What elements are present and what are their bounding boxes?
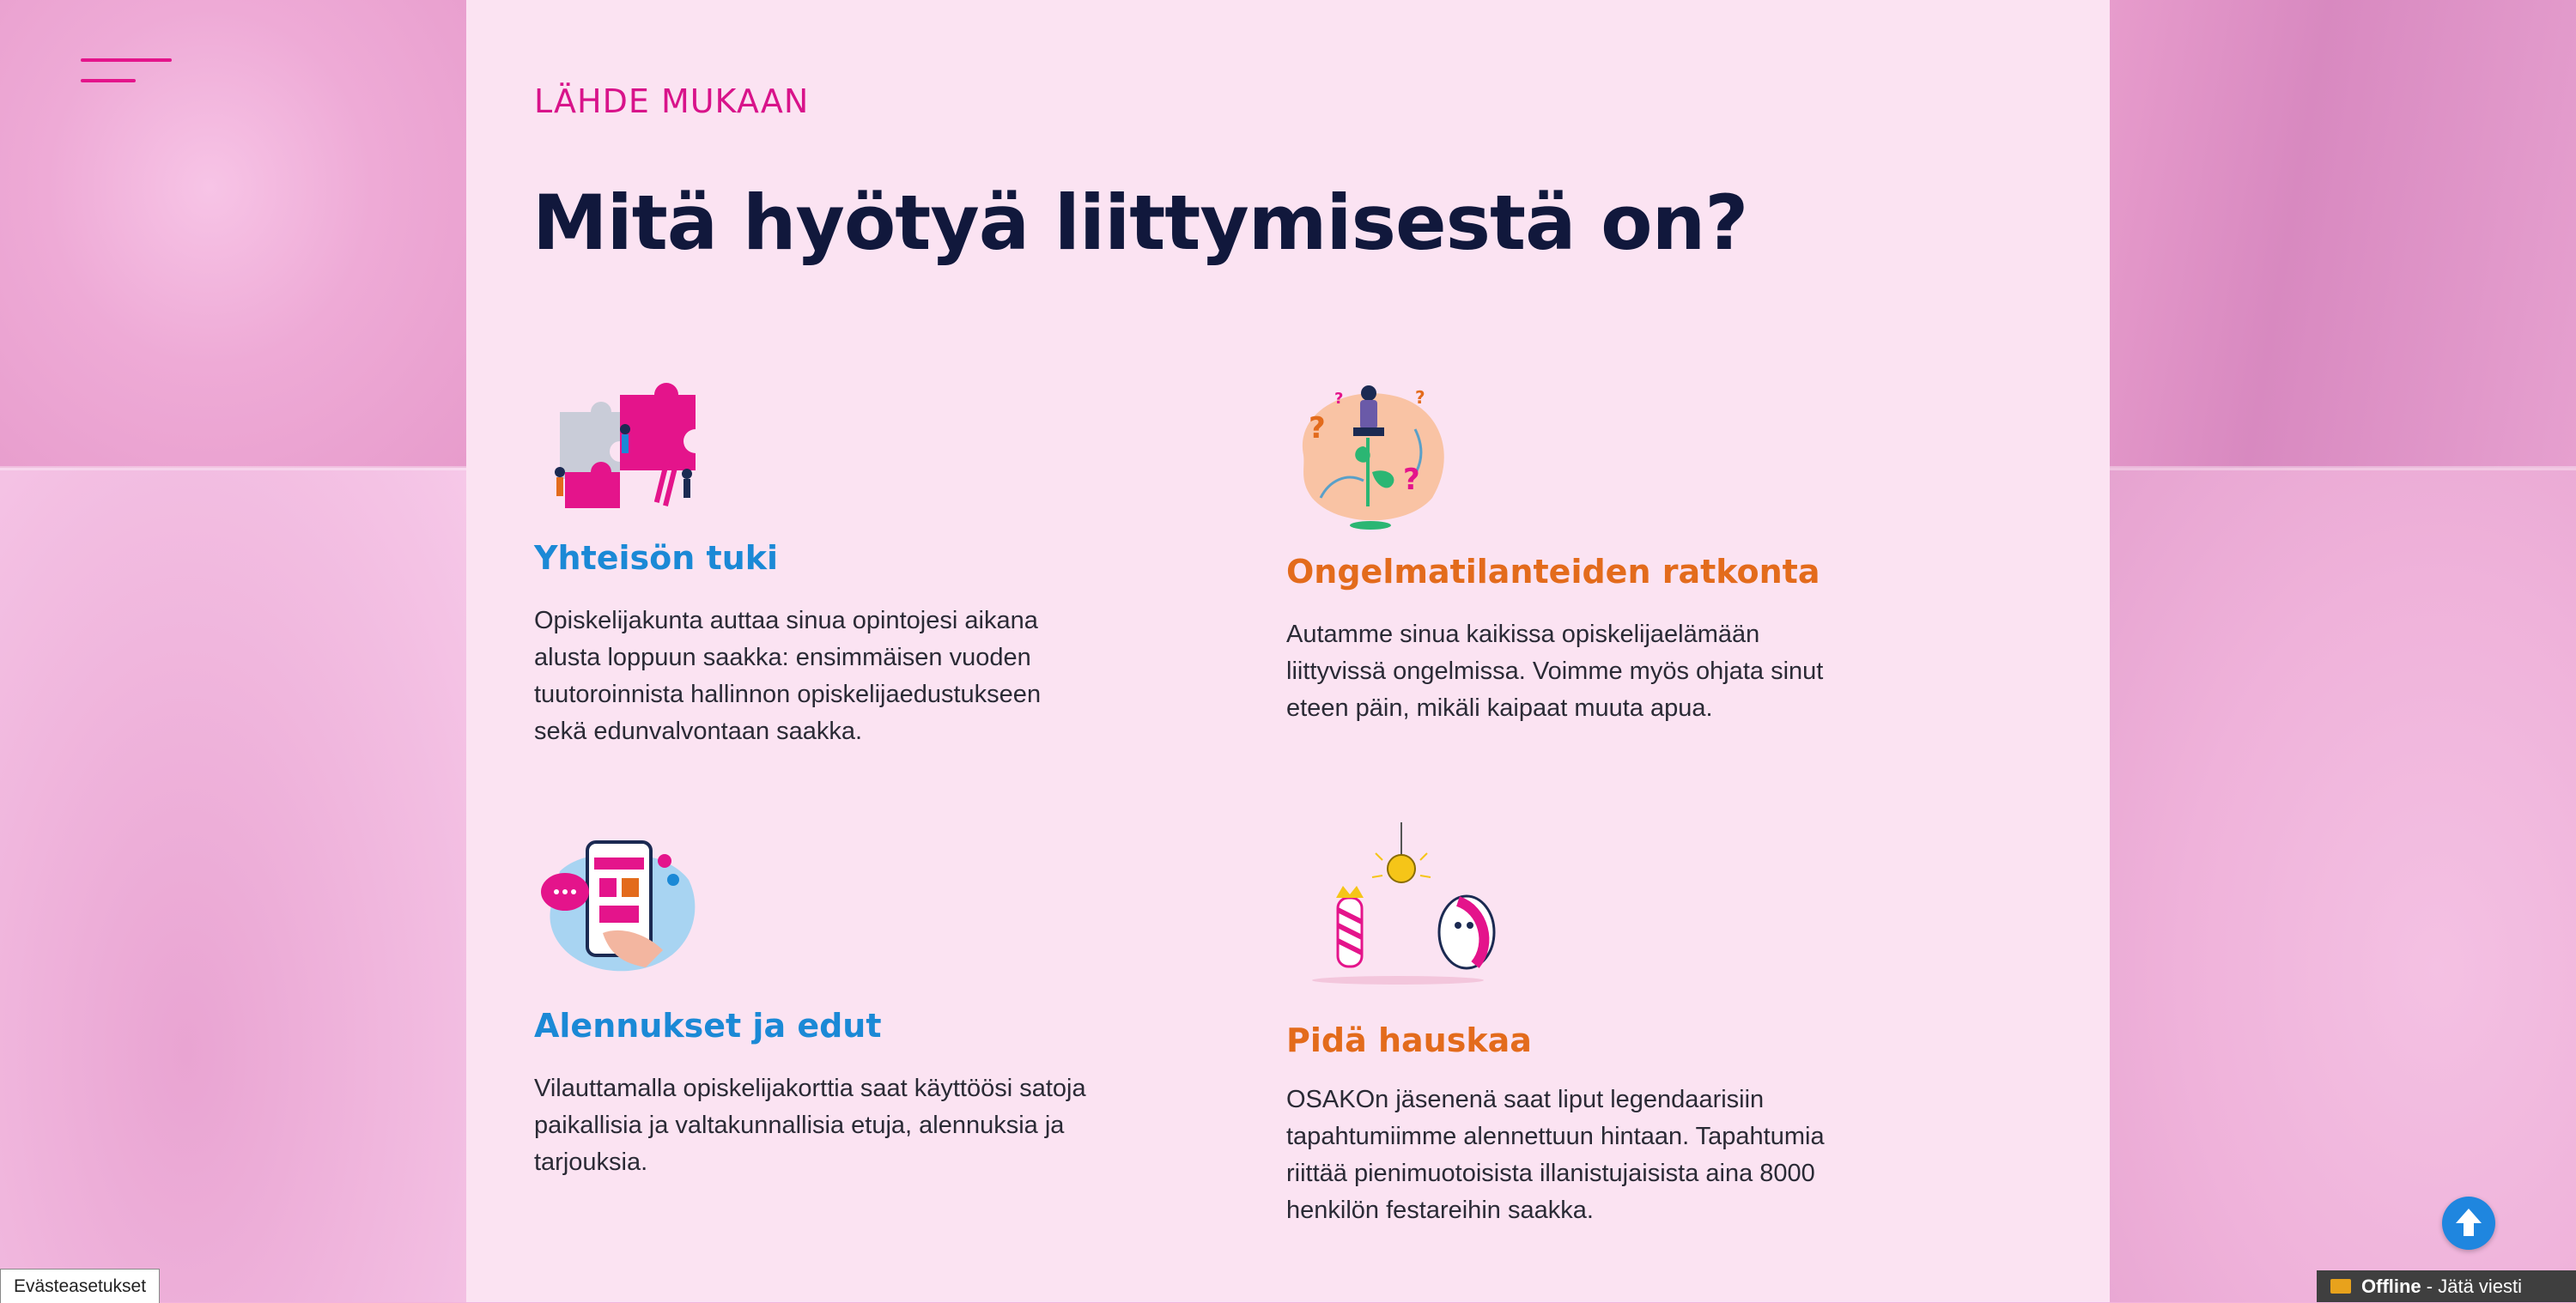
svg-text:?: ? <box>1415 387 1425 408</box>
cookie-settings-button[interactable]: Evästeasetukset <box>0 1269 160 1303</box>
chat-separator: - <box>2421 1276 2439 1297</box>
menu-line <box>81 58 172 62</box>
card-text: Autamme sinua kaikissa opiskelijaelämään liittyvissä ongelmissa. Voimme myös ohjata sinut eteen päin, mikäli kaipaat muuta apua. <box>1286 621 1824 722</box>
background-photo-top-right <box>2110 0 2576 468</box>
party-characters-illustration <box>1286 815 1527 987</box>
benefit-card-problem-solving <box>1286 378 1887 755</box>
chat-action: Jätä viesti <box>2438 1276 2523 1297</box>
chat-status: Offline <box>2361 1276 2421 1297</box>
benefit-card-fun <box>1286 815 1887 1227</box>
card-title: Alennukset ja edut <box>534 1007 882 1045</box>
menu-line <box>81 79 136 82</box>
question-marks-person-illustration <box>1286 378 1455 532</box>
background-photo-bottom-right <box>2110 468 2576 1302</box>
svg-text:?: ? <box>1309 411 1326 445</box>
card-title: Yhteisön tuki <box>534 539 779 577</box>
chat-label <box>2361 1270 2522 1302</box>
mobile-shop-illustration <box>534 837 702 974</box>
scroll-to-top-button[interactable] <box>2442 1197 2495 1250</box>
envelope-icon <box>2330 1279 2351 1294</box>
card-title: Pidä hauskaa <box>1286 1021 1532 1059</box>
svg-text:?: ? <box>1334 390 1344 408</box>
background-photo-top-left <box>0 0 466 468</box>
section-title: Mitä hyötyä liittymisestä on? <box>532 179 1748 267</box>
background-divider <box>2110 466 2576 470</box>
puzzle-people-illustration <box>534 378 702 515</box>
background-divider <box>0 466 466 470</box>
card-text: OSAKOn jäsenenä saat liput legendaarisiin tapahtumiimme alennettuun hintaan. Tapahtumia riittää pienimuotoisista illanistujaisista aina 8000 henkilön festareihin saakka. <box>1286 1086 1825 1224</box>
arrow-up-icon <box>2442 1197 2495 1250</box>
chat-widget[interactable] <box>2317 1270 2576 1302</box>
card-title: Ongelmatilanteiden ratkonta <box>1286 553 1820 591</box>
benefit-card-community <box>534 378 1135 755</box>
section-eyebrow: LÄHDE MUKAAN <box>534 82 810 120</box>
card-text: Opiskelijakunta auttaa sinua opintojesi aikana alusta loppuun saakka: ensimmäisen vuoden tuutoroinnista hallinnon opiskelijaedustukseen sekä edunvalvontaan saakka. <box>534 607 1042 745</box>
background-photo-bottom-left <box>0 468 466 1302</box>
benefit-card-discounts <box>534 837 1135 1197</box>
hamburger-menu-icon[interactable] <box>81 58 173 89</box>
card-text: Vilauttamalla opiskelijakorttia saat käyttöösi satoja paikallisia ja valtakunnallisia etuja, alennuksia ja tarjouksia. <box>534 1075 1086 1176</box>
svg-text:?: ? <box>1403 463 1420 497</box>
